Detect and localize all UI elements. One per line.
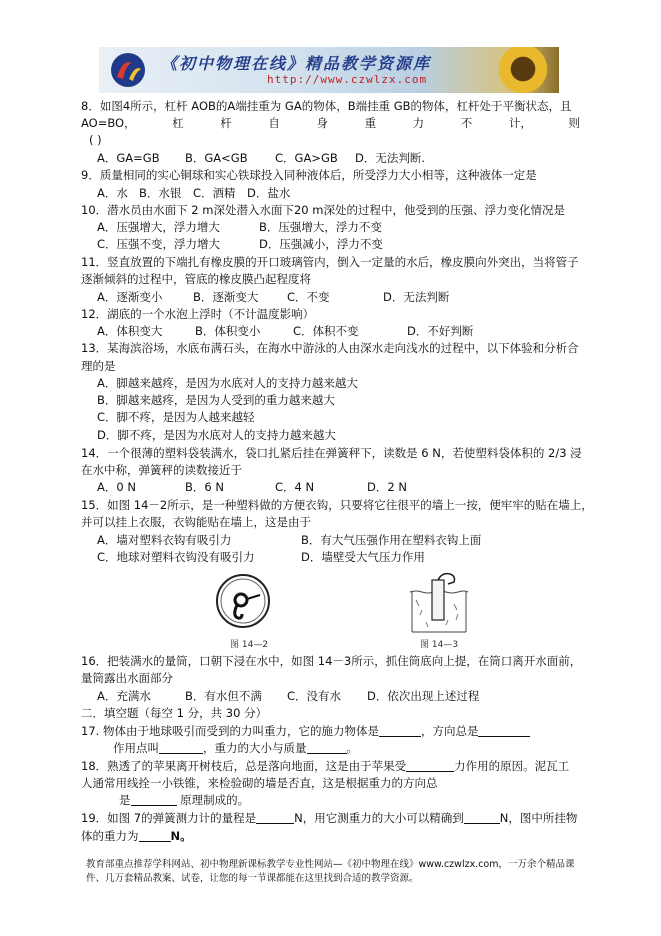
q14-option-a: A．0 N [97, 480, 136, 494]
q10-option-a: A．压强增大，浮力增大 [97, 220, 220, 234]
q8-word: 杠 [172, 116, 184, 130]
site-logo-icon [109, 51, 147, 89]
q10-stem: 10．潜水员由水面下 2 m深处潜入水面下20 m深处的过程中，他受到的压强、浮力变化情况是 [81, 203, 565, 217]
q16-option-a: A．充满水 [97, 689, 151, 703]
q18-line2: 人通常用线拴一小铁锥，来检验砌的墙是否直，这是根据重力的方向总 [81, 776, 438, 790]
q13-option-a: A．脚越来越疼，是因为水底对人的支持力越来越大 [97, 376, 358, 390]
q11-option-c: C．不变 [287, 290, 330, 304]
q14-option-b: B．6 N [185, 480, 224, 494]
q17-blank-1[interactable] [379, 724, 421, 737]
q19-line1 [81, 810, 577, 826]
q17-line2 [113, 740, 358, 756]
q10-option-b: B．压强增大，浮力不变 [259, 220, 382, 234]
q13-option-c: C．脚不疼，是因为人越来越轻 [97, 410, 255, 424]
figure-14-3-caption: 图 14—3 [420, 640, 459, 650]
q19-text-c: N，图中所挂物 [499, 811, 578, 825]
q8-word: 自 [268, 116, 280, 130]
q19-line2 [81, 828, 192, 844]
banner-title: 《初中物理在线》精品教学资源库 [161, 54, 432, 73]
q9-option-d: D．盐水 [247, 186, 291, 200]
q8-word: AO=BO， [81, 116, 136, 130]
q9-option-c: C．酒精 [193, 186, 236, 200]
q18-line3 [119, 792, 249, 808]
q15-stem: 15．如图 14－2所示，是一种塑料做的方便衣钩，只要将它往很平的墙上一按，便牢牢的贴在墙上， [81, 498, 593, 512]
q8-option-b: B．GA<GB [185, 151, 248, 165]
q18-blank-2[interactable] [131, 793, 177, 806]
q19-text-e: N。 [170, 829, 192, 843]
q19-text-b: N，用它测重力的大小可以精确到 [294, 811, 464, 825]
q18-text-a: 18．熟透了的苹果离开树枝后，总是落向地面，这是由于苹果受 [81, 759, 407, 773]
q8-option-c: C．GA>GB [275, 151, 338, 165]
q18-text-d: 原理制成的。 [176, 793, 250, 807]
q16-option-d: D．依次出现上述过程 [367, 689, 480, 703]
q15-option-a: A．墙对塑料衣钩有吸引力 [97, 533, 232, 547]
footer-line2: 件、几万套精品教案、试卷，让您的每一节课都能在这里找到合适的教学资源。 [86, 873, 419, 884]
q8-word: 杆 [220, 116, 232, 130]
q14-option-d: D．2 N [367, 480, 407, 494]
q14-stem-line2: 在水中称，弹簧秤的读数接近于 [81, 463, 242, 477]
sunflower-decoration [495, 47, 551, 93]
q19-text-d: 体的重力为 [81, 829, 139, 843]
q13-option-d: D．脚不疼，是因为水底对人的支持力越来越大 [97, 428, 336, 442]
header-banner [99, 47, 559, 93]
q10-option-c: C．压强不变，浮力增大 [97, 237, 221, 251]
q17-blank-4[interactable] [307, 741, 347, 754]
q9-stem: 9．质量相同的实心铜球和实心铁球投入同种液体后，所受浮力大小相等，这种液体一定是 [81, 168, 537, 182]
q8-stem: 8．如图4所示，杠杆 AOB的A端挂重为 GA的物体，B端挂重 GB的物体，杠杆处于平衡状态，且 [81, 99, 572, 113]
q12-option-d: D．不好判断 [407, 324, 474, 338]
q17-line1 [81, 723, 530, 739]
q12-stem: 12．湖底的一个水泡上浮时（不计温度影响） [81, 307, 315, 321]
q15-option-c: C．地球对塑料衣钩没有吸引力 [97, 550, 255, 564]
q11-stem-line2: 逐渐倾斜的过程中，管底的橡皮膜凸起程度将 [81, 272, 311, 286]
q18-text-b: 力作用的原因。泥瓦工 [454, 759, 570, 773]
q8-word: 则 [568, 116, 580, 130]
q19-text-a: 19．如图 7的弹簧测力计的量程是 [81, 811, 257, 825]
figure-14-2-caption: 图 14—2 [230, 640, 269, 650]
q12-option-c: C．体积不变 [293, 324, 359, 338]
q11-option-b: B．逐渐变大 [193, 290, 259, 304]
q19-blank-2[interactable] [464, 811, 500, 824]
figure-14-3-beaker-icon [408, 570, 470, 634]
q17-blank-3[interactable] [159, 741, 203, 754]
q11-stem: 11．竖直放置的下端扎有橡皮膜的开口玻璃管内，倒入一定量的水后，橡皮膜向外突出，当将管子 [81, 255, 579, 269]
q18-text-c: 是 [119, 793, 131, 807]
q12-option-b: B．体积变小 [195, 324, 261, 338]
q8-word: 身 [316, 116, 328, 130]
q18-blank-1[interactable] [406, 759, 454, 772]
q8-word: 重 [364, 116, 377, 130]
q8-option-d: D．无法判断. [355, 151, 426, 165]
banner-url[interactable]: http://www.czwlzx.com [267, 73, 428, 86]
q17-text-a: 17. 物体由于地球吸引而受到的力叫重力，它的施力物体是 [81, 724, 379, 738]
q8-stem-line2 [81, 115, 580, 131]
figure-14-2-hook-icon [214, 572, 272, 630]
q15-option-d: D．墙壁受大气压力作用 [301, 550, 425, 564]
q15-stem-line2: 并可以挂上衣服，衣钩能贴在墙上，这是由于 [81, 515, 311, 529]
q17-text-e: 。 [346, 741, 358, 755]
q17-text-d: ，重力的大小与质量 [203, 741, 307, 755]
q9-option-a: A．水 [97, 186, 128, 200]
q14-stem: 14．一个很薄的塑料袋装满水，袋口扎紧后挂在弹簧秤下，读数是 6 N，若使塑料袋体积的 2/3 浸 [81, 446, 582, 460]
q12-option-a: A．体积变大 [97, 324, 163, 338]
footer-line1: 教育部重点推荐学科网站、初中物理新课标教学专业性网站—《初中物理在线》www.czwlzx.com，一万余个精品课 [86, 859, 575, 870]
q8-word: 计， [508, 116, 532, 130]
q17-text-c: 作用点叫 [113, 741, 159, 755]
q8-answer-paren: ( ) [89, 133, 102, 147]
q14-option-c: C．4 N [275, 480, 315, 494]
q18-line1 [81, 758, 569, 774]
q13-stem: 13．某海滨浴场，水底布满石头，在海水中游泳的人由深水走向浅水的过程中，以下体验和分析合 [81, 341, 579, 355]
q17-blank-2[interactable] [478, 724, 530, 737]
q15-option-b: B．有大气压强作用在塑料衣钩上面 [301, 533, 482, 547]
q16-stem: 16．把装满水的量筒，口朝下浸在水中，如图 14－3所示，抓住筒底向上提，在筒口离开水面前， [81, 654, 582, 668]
q16-option-c: C．没有水 [287, 689, 342, 703]
q16-stem-line2: 量筒露出水面部分 [81, 671, 173, 685]
q8-word: 力 [412, 116, 425, 130]
q8-option-a: A．GA=GB [97, 151, 160, 165]
q19-blank-3[interactable] [139, 829, 171, 842]
q9-option-b: B．水银 [139, 186, 182, 200]
q11-option-d: D．无法判断 [383, 290, 450, 304]
section-2-heading: 二．填空题（每空 1 分，共 30 分） [81, 706, 268, 720]
q11-option-a: A．逐渐变小 [97, 290, 163, 304]
q16-option-b: B．有水但不满 [185, 689, 262, 703]
q10-option-d: D．压强减小，浮力不变 [259, 237, 383, 251]
q13-option-b: B．脚越来越疼，是因为人受到的重力越来越大 [97, 393, 335, 407]
q19-blank-1[interactable] [256, 811, 294, 824]
q8-word: 不 [460, 116, 473, 130]
q13-stem-line2: 理的是 [81, 359, 116, 373]
q17-text-b: ，方向总是 [420, 724, 479, 738]
